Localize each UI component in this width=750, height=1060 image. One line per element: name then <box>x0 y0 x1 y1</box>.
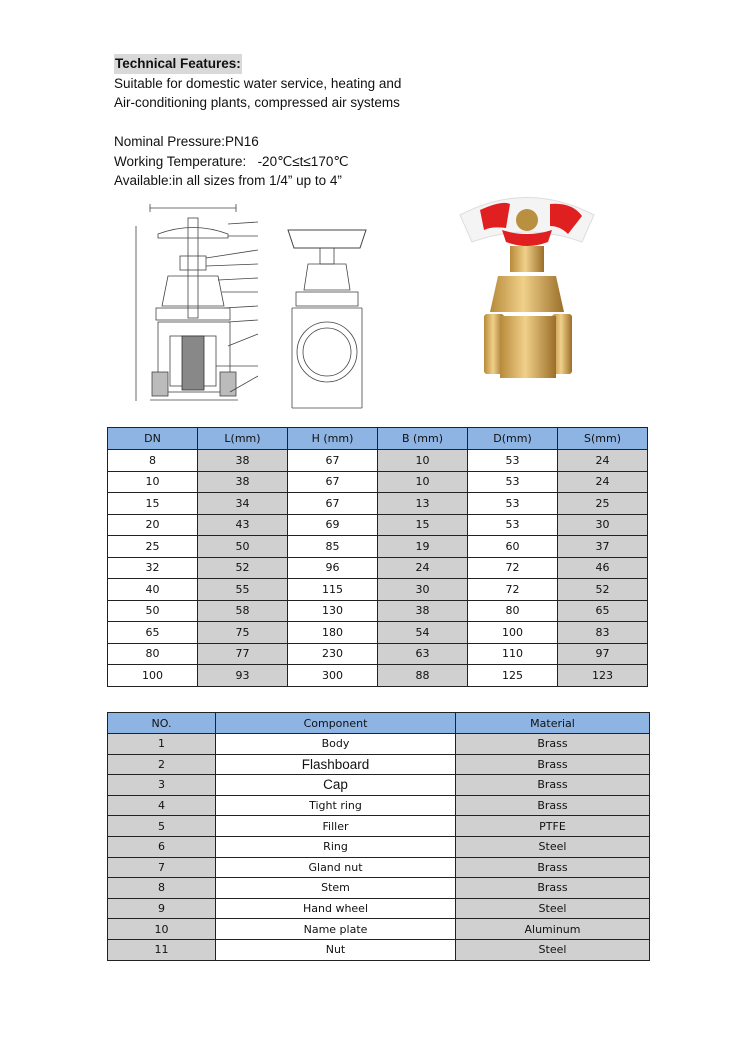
features-line-2: Air-conditioning plants, compressed air systems <box>114 95 400 110</box>
dimensions-cell: 180 <box>288 622 378 644</box>
dimensions-cell: 110 <box>468 643 558 665</box>
dimensions-cell: 40 <box>108 579 198 601</box>
dimensions-cell: 43 <box>198 514 288 536</box>
valve-technical-drawing <box>108 196 428 422</box>
dimensions-cell: 24 <box>378 557 468 579</box>
dimensions-cell: 125 <box>468 665 558 687</box>
components-header-row <box>108 713 650 734</box>
dimensions-cell: 96 <box>288 557 378 579</box>
components-cell: Steel <box>456 939 650 960</box>
table-row <box>108 836 650 857</box>
dimensions-cell: 300 <box>288 665 378 687</box>
features-line-1: Suitable for domestic water service, heating and <box>114 75 402 91</box>
components-cell: Name plate <box>216 919 456 940</box>
dimensions-cell: 77 <box>198 643 288 665</box>
table-row <box>108 734 650 755</box>
dimensions-header-row <box>108 428 648 450</box>
table-row <box>108 816 650 837</box>
dimensions-cell: 25 <box>558 493 648 515</box>
dimensions-cell: 32 <box>108 557 198 579</box>
components-cell: Brass <box>456 857 650 878</box>
components-cell: 9 <box>108 898 216 919</box>
components-cell: 4 <box>108 795 216 816</box>
dimensions-cell: 55 <box>198 579 288 601</box>
dimensions-header-cell: H (mm) <box>288 428 378 450</box>
dimensions-cell: 115 <box>288 579 378 601</box>
dimensions-cell: 63 <box>378 643 468 665</box>
dimensions-cell: 53 <box>468 493 558 515</box>
working-temperature: Working Temperature: -20℃≤t≤170℃ <box>114 153 349 169</box>
components-cell: 8 <box>108 878 216 899</box>
dimensions-cell: 8 <box>108 450 198 472</box>
dimensions-cell: 123 <box>558 665 648 687</box>
dimensions-cell: 52 <box>198 557 288 579</box>
table-row <box>108 939 650 960</box>
components-cell: 3 <box>108 775 216 796</box>
components-cell: Brass <box>456 754 650 775</box>
table-row <box>108 775 650 796</box>
table-row <box>108 450 648 472</box>
table-row <box>108 665 648 687</box>
dimensions-cell: 83 <box>558 622 648 644</box>
dimensions-cell: 69 <box>288 514 378 536</box>
dimensions-cell: 37 <box>558 536 648 558</box>
dimensions-cell: 20 <box>108 514 198 536</box>
dimensions-cell: 53 <box>468 450 558 472</box>
dimensions-cell: 10 <box>108 471 198 493</box>
gate-valve-photo <box>432 180 624 406</box>
dimensions-cell: 24 <box>558 450 648 472</box>
dimensions-cell: 100 <box>468 622 558 644</box>
components-cell: Cap <box>216 775 456 796</box>
components-cell: Steel <box>456 836 650 857</box>
components-cell: Brass <box>456 775 650 796</box>
table-row <box>108 471 648 493</box>
components-header-cell: Material <box>456 713 650 734</box>
dimensions-cell: 38 <box>378 600 468 622</box>
table-row <box>108 919 650 940</box>
dimensions-header-cell: DN <box>108 428 198 450</box>
dimensions-cell: 80 <box>108 643 198 665</box>
table-row <box>108 643 648 665</box>
dimensions-cell: 85 <box>288 536 378 558</box>
dimensions-cell: 38 <box>198 450 288 472</box>
components-cell: Ring <box>216 836 456 857</box>
components-cell: 1 <box>108 734 216 755</box>
dimensions-cell: 50 <box>198 536 288 558</box>
nominal-pressure: Nominal Pressure:PN16 <box>114 134 259 149</box>
table-row <box>108 754 650 775</box>
components-cell: 2 <box>108 754 216 775</box>
dimensions-cell: 67 <box>288 450 378 472</box>
components-cell: Nut <box>216 939 456 960</box>
dimensions-header-cell: D(mm) <box>468 428 558 450</box>
dimensions-cell: 93 <box>198 665 288 687</box>
dimensions-cell: 53 <box>468 514 558 536</box>
table-row <box>108 557 648 579</box>
dimensions-header-cell: B (mm) <box>378 428 468 450</box>
components-cell: Aluminum <box>456 919 650 940</box>
components-cell: Flashboard <box>216 754 456 775</box>
dimensions-cell: 80 <box>468 600 558 622</box>
dimensions-cell: 75 <box>198 622 288 644</box>
dimensions-cell: 60 <box>468 536 558 558</box>
components-cell: Brass <box>456 734 650 755</box>
dimensions-cell: 38 <box>198 471 288 493</box>
dimensions-header-cell: L(mm) <box>198 428 288 450</box>
dimensions-cell: 15 <box>378 514 468 536</box>
components-table <box>107 712 650 961</box>
components-cell: Filler <box>216 816 456 837</box>
dimensions-cell: 19 <box>378 536 468 558</box>
dimensions-cell: 46 <box>558 557 648 579</box>
technical-features <box>114 54 401 191</box>
components-cell: Tight ring <box>216 795 456 816</box>
dimensions-cell: 88 <box>378 665 468 687</box>
dimensions-cell: 72 <box>468 557 558 579</box>
dimensions-cell: 67 <box>288 493 378 515</box>
components-cell: Body <box>216 734 456 755</box>
dimensions-cell: 130 <box>288 600 378 622</box>
components-cell: Brass <box>456 795 650 816</box>
available-sizes: Available:in all sizes from 1/4” up to 4” <box>114 173 342 188</box>
components-header-cell: NO. <box>108 713 216 734</box>
dimensions-cell: 230 <box>288 643 378 665</box>
dimensions-cell: 13 <box>378 493 468 515</box>
dimensions-cell: 10 <box>378 450 468 472</box>
components-cell: Stem <box>216 878 456 899</box>
dimensions-cell: 53 <box>468 471 558 493</box>
table-row <box>108 795 650 816</box>
table-row <box>108 898 650 919</box>
dimensions-cell: 15 <box>108 493 198 515</box>
components-cell: Gland nut <box>216 857 456 878</box>
dimensions-cell: 67 <box>288 471 378 493</box>
dimensions-cell: 65 <box>108 622 198 644</box>
dimensions-cell: 50 <box>108 600 198 622</box>
dimensions-cell: 54 <box>378 622 468 644</box>
components-cell: 11 <box>108 939 216 960</box>
features-heading: Technical Features: <box>114 54 242 74</box>
components-header-cell: Component <box>216 713 456 734</box>
dimensions-header-cell: S(mm) <box>558 428 648 450</box>
dimensions-cell: 65 <box>558 600 648 622</box>
table-row <box>108 493 648 515</box>
table-row <box>108 878 650 899</box>
dimensions-cell: 30 <box>558 514 648 536</box>
components-cell: Brass <box>456 878 650 899</box>
components-cell: 7 <box>108 857 216 878</box>
table-row <box>108 579 648 601</box>
dimensions-cell: 72 <box>468 579 558 601</box>
dimensions-cell: 97 <box>558 643 648 665</box>
table-row <box>108 600 648 622</box>
table-row <box>108 536 648 558</box>
components-cell: 6 <box>108 836 216 857</box>
components-cell: Hand wheel <box>216 898 456 919</box>
table-row <box>108 857 650 878</box>
dimensions-table <box>107 427 648 687</box>
dimensions-cell: 25 <box>108 536 198 558</box>
dimensions-cell: 24 <box>558 471 648 493</box>
dimensions-cell: 58 <box>198 600 288 622</box>
dimensions-cell: 52 <box>558 579 648 601</box>
dimensions-cell: 100 <box>108 665 198 687</box>
table-row <box>108 514 648 536</box>
components-cell: PTFE <box>456 816 650 837</box>
dimensions-cell: 30 <box>378 579 468 601</box>
dimensions-cell: 10 <box>378 471 468 493</box>
table-row <box>108 622 648 644</box>
components-cell: 5 <box>108 816 216 837</box>
components-cell: 10 <box>108 919 216 940</box>
dimensions-cell: 34 <box>198 493 288 515</box>
components-cell: Steel <box>456 898 650 919</box>
